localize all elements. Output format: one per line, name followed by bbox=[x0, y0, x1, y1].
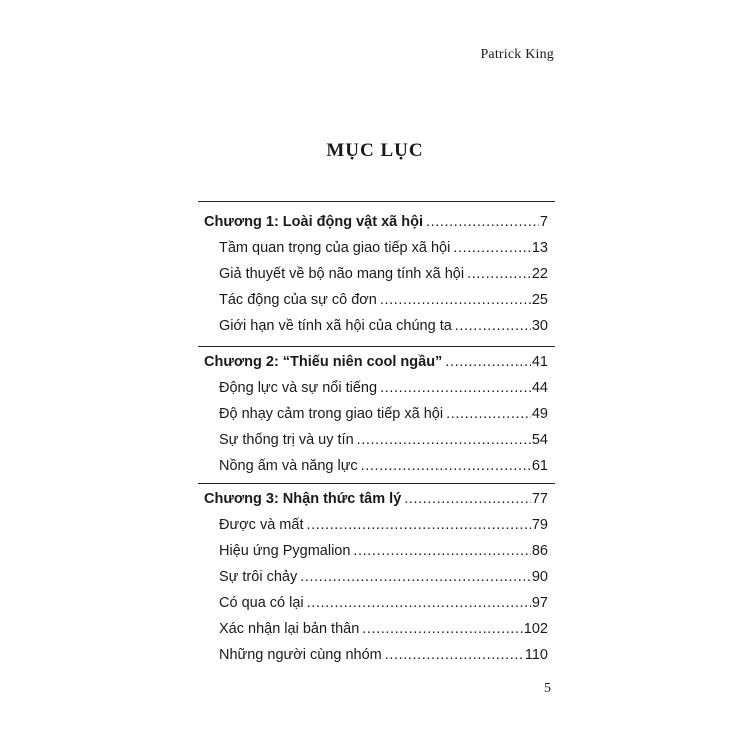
dot-leader bbox=[404, 486, 531, 512]
toc-entry-label: Độ nhạy cảm trong giao tiếp xã hội bbox=[219, 406, 444, 422]
toc-section-entry bbox=[204, 235, 548, 261]
toc-entry-label: Chương 2: “Thiếu niên cool ngầu” bbox=[204, 354, 443, 370]
dot-leader bbox=[306, 512, 530, 538]
toc-entry-label: Tầm quan trọng của giao tiếp xã hội bbox=[219, 240, 451, 256]
toc-entry-page: 13 bbox=[531, 240, 548, 256]
dot-leader bbox=[445, 349, 531, 375]
toc-section-entry bbox=[204, 427, 548, 453]
toc-entry-page: 102 bbox=[523, 621, 548, 637]
toc-section-entry bbox=[204, 564, 548, 590]
toc-entry-page: 44 bbox=[531, 380, 548, 396]
toc-entry-page: 110 bbox=[524, 647, 548, 663]
dot-leader bbox=[362, 616, 523, 642]
dot-leader bbox=[446, 401, 531, 427]
toc-entry-label: Được và mất bbox=[219, 517, 304, 533]
toc-entry-label: Có qua có lại bbox=[219, 595, 304, 611]
toc-entry-page: 79 bbox=[531, 517, 548, 533]
toc-section-entry bbox=[204, 261, 548, 287]
toc-section-entry bbox=[204, 538, 548, 564]
dot-leader bbox=[380, 287, 531, 313]
dot-leader bbox=[307, 590, 531, 616]
page-title: MỤC LỤC bbox=[326, 140, 424, 161]
chapter-divider bbox=[198, 483, 555, 484]
toc-entry-label: Hiệu ứng Pygmalion bbox=[219, 543, 351, 559]
toc-entry-label: Chương 1: Loài động vật xã hội bbox=[204, 214, 423, 230]
dot-leader bbox=[353, 538, 530, 564]
toc-entry-page: 41 bbox=[531, 354, 548, 370]
toc-entry-page: 90 bbox=[531, 569, 548, 585]
toc-entry-label: Giả thuyết về bộ não mang tính xã hội bbox=[219, 266, 465, 282]
toc-entry-label: Những người cùng nhóm bbox=[219, 647, 382, 663]
toc-section-entry bbox=[204, 287, 548, 313]
dot-leader bbox=[385, 642, 524, 668]
dot-leader bbox=[453, 235, 531, 261]
page-number: 5 bbox=[544, 681, 551, 696]
dot-leader bbox=[300, 564, 531, 590]
toc-section-entry bbox=[204, 590, 548, 616]
toc-entry-label: Xác nhận lại bản thân bbox=[219, 621, 360, 637]
toc-entry-page: 97 bbox=[531, 595, 548, 611]
dot-leader bbox=[357, 427, 531, 453]
toc-chapter-heading bbox=[204, 209, 548, 235]
chapter-divider bbox=[198, 346, 555, 347]
toc-chapter-heading bbox=[204, 349, 548, 375]
toc-entry-page: 22 bbox=[531, 266, 548, 282]
toc-entry-page: 49 bbox=[531, 406, 548, 422]
toc-section-entry bbox=[204, 375, 548, 401]
running-header-author: Patrick King bbox=[480, 47, 554, 62]
dot-leader bbox=[426, 209, 539, 235]
toc-entry-label: Tác động của sự cô đơn bbox=[219, 292, 377, 308]
dot-leader bbox=[467, 261, 531, 287]
toc-entry-page: 77 bbox=[531, 491, 548, 507]
toc-section-entry bbox=[204, 401, 548, 427]
toc-chapter-3 bbox=[204, 486, 548, 668]
toc-entry-label: Sự trôi chảy bbox=[219, 569, 298, 585]
chapter-divider bbox=[198, 201, 555, 202]
toc-chapter-2 bbox=[204, 349, 548, 479]
toc-section-entry bbox=[204, 453, 548, 479]
toc-entry-page: 7 bbox=[539, 214, 548, 230]
toc-entry-page: 61 bbox=[531, 458, 548, 474]
toc-section-entry bbox=[204, 642, 548, 668]
toc-chapter-heading bbox=[204, 486, 548, 512]
toc-entry-page: 25 bbox=[531, 292, 548, 308]
toc-entry-page: 54 bbox=[531, 432, 548, 448]
toc-entry-label: Chương 3: Nhận thức tâm lý bbox=[204, 491, 402, 507]
toc-entry-page: 86 bbox=[531, 543, 548, 559]
toc-section-entry bbox=[204, 512, 548, 538]
toc-section-entry bbox=[204, 616, 548, 642]
toc-chapter-1 bbox=[204, 209, 548, 339]
dot-leader bbox=[380, 375, 531, 401]
toc-entry-page: 30 bbox=[531, 318, 548, 334]
toc-section-entry bbox=[204, 313, 548, 339]
toc-entry-label: Nồng ấm và năng lực bbox=[219, 458, 358, 474]
dot-leader bbox=[455, 313, 531, 339]
toc-entry-label: Sự thống trị và uy tín bbox=[219, 432, 354, 448]
toc-entry-label: Động lực và sự nổi tiếng bbox=[219, 380, 378, 396]
dot-leader bbox=[361, 453, 531, 479]
toc-entry-label: Giới hạn về tính xã hội của chúng ta bbox=[219, 318, 452, 334]
